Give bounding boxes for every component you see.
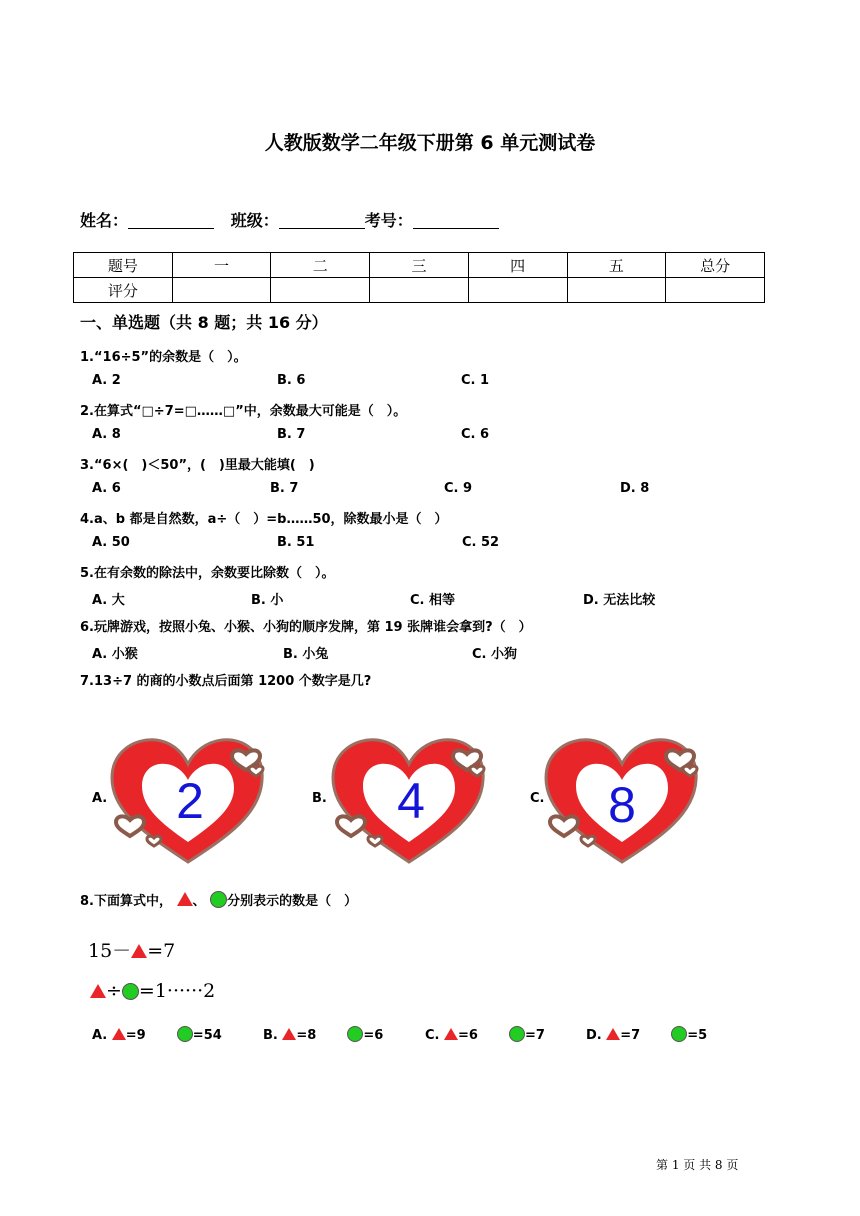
q8-option-d[interactable] <box>586 1026 707 1043</box>
q8-option-c-triangle-value: =6 <box>458 1028 478 1043</box>
score-row-label: 评分 <box>74 278 173 303</box>
header-cell: 题号 <box>74 253 173 278</box>
q5-option-c[interactable]: C. 相等 <box>410 593 456 608</box>
q8-option-c[interactable] <box>425 1026 545 1043</box>
question-1: 1.“16÷5”的余数是（ ）。 <box>80 350 247 365</box>
q5-option-b[interactable]: B. 小 <box>251 593 284 608</box>
q8-option-a-triangle-value: =9 <box>125 1028 146 1043</box>
q7-option-a-label[interactable]: A. <box>92 791 108 806</box>
q8-option-d-circle-value: =5 <box>687 1028 708 1043</box>
triangle-icon <box>606 1028 620 1040</box>
class-field[interactable] <box>279 212 365 229</box>
score-cell[interactable] <box>567 278 666 303</box>
q3-option-a[interactable]: A. 6 <box>92 481 121 496</box>
triangle-icon <box>112 1028 126 1040</box>
header-cell: 五 <box>567 253 666 278</box>
circle-icon <box>210 891 227 908</box>
q4-option-b[interactable]: B. 51 <box>277 535 315 550</box>
q8-option-b[interactable] <box>263 1026 383 1043</box>
q1-option-a[interactable]: A. 2 <box>92 373 121 388</box>
question-5: 5.在有余数的除法中，余数要比除数（ ）。 <box>80 566 335 581</box>
header-cell: 一 <box>172 253 271 278</box>
question-7: 7.13÷7 的商的小数点后面第 1200 个数字是几? <box>80 674 372 689</box>
triangle-icon <box>444 1028 458 1040</box>
section-header: 一、单选题（共 8 题；共 16 分） <box>80 313 328 332</box>
class-label: 班级： <box>230 211 279 230</box>
q8-option-b-label: B. <box>263 1028 278 1043</box>
q6-option-b[interactable]: B. 小兔 <box>283 647 329 662</box>
q8-option-d-label: D. <box>586 1028 602 1043</box>
header-cell: 总分 <box>666 253 765 278</box>
q3-option-d[interactable]: D. 8 <box>620 481 650 496</box>
triangle-icon <box>177 892 193 906</box>
q7-option-b-label[interactable]: B. <box>312 791 327 806</box>
q8-option-d-triangle-value: =7 <box>620 1028 641 1043</box>
header-cell: 二 <box>271 253 370 278</box>
score-table <box>73 252 765 303</box>
eq2-mid: ÷ <box>106 980 122 1002</box>
q7-option-c-label[interactable]: C. <box>530 791 545 806</box>
q8-option-c-circle-value: =7 <box>525 1028 545 1043</box>
q4-option-c[interactable]: C. 52 <box>462 535 500 550</box>
q8-suffix: 分别表示的数是（ ） <box>227 894 358 909</box>
page-footer: 第 1 页 共 8 页 <box>656 1158 739 1172</box>
q8-option-a-label: A. <box>92 1028 108 1043</box>
q4-option-a[interactable]: A. 50 <box>92 535 130 550</box>
q7-option-b-digit: 4 <box>397 773 425 829</box>
q1-option-c[interactable]: C. 1 <box>461 373 490 388</box>
q7-option-c-digit: 8 <box>608 777 636 833</box>
eq1-right: =7 <box>147 940 176 962</box>
q7-option-b-heart[interactable] <box>327 734 487 868</box>
q8-option-a[interactable] <box>92 1026 222 1043</box>
circle-icon <box>122 983 139 1000</box>
score-table-header-row <box>74 253 765 278</box>
q8-prefix: 8.下面算式中， <box>80 894 172 909</box>
circle-icon <box>177 1026 193 1042</box>
q7-option-a-heart[interactable] <box>106 734 266 868</box>
circle-icon <box>347 1026 363 1042</box>
score-cell[interactable] <box>468 278 567 303</box>
q1-option-b[interactable]: B. 6 <box>277 373 306 388</box>
score-cell[interactable] <box>370 278 469 303</box>
q2-option-a[interactable]: A. 8 <box>92 427 121 442</box>
exam-no-label: 考号： <box>364 211 413 230</box>
triangle-icon <box>90 984 106 998</box>
eq1-left: 15－ <box>88 940 132 962</box>
equation-2 <box>90 980 215 1002</box>
q2-option-b[interactable]: B. 7 <box>277 427 306 442</box>
q7-option-a-digit: 2 <box>176 773 204 829</box>
circle-icon <box>671 1026 687 1042</box>
q8-option-c-label: C. <box>425 1028 440 1043</box>
q5-option-d[interactable]: D. 无法比较 <box>583 593 656 608</box>
score-cell[interactable] <box>172 278 271 303</box>
q8-option-b-triangle-value: =8 <box>296 1028 317 1043</box>
triangle-icon <box>131 944 147 958</box>
score-table-score-row <box>74 278 765 303</box>
q7-option-c-heart[interactable] <box>540 734 700 868</box>
q5-option-a[interactable]: A. 大 <box>92 593 125 608</box>
triangle-icon <box>282 1028 296 1040</box>
header-cell: 四 <box>468 253 567 278</box>
exam-no-field[interactable] <box>413 212 499 229</box>
question-6: 6.玩牌游戏，按照小兔、小猴、小狗的顺序发牌，第 19 张牌谁会拿到?（ ） <box>80 620 532 635</box>
q8-option-b-circle-value: =6 <box>363 1028 384 1043</box>
name-field[interactable] <box>128 212 214 229</box>
question-3: 3.“6×( )＜50”，( )里最大能填( ) <box>80 458 315 473</box>
score-cell[interactable] <box>666 278 765 303</box>
q8-sep: 、 <box>192 894 206 909</box>
q3-option-c[interactable]: C. 9 <box>444 481 473 496</box>
q6-option-a[interactable]: A. 小猴 <box>92 647 138 662</box>
question-4: 4.a、b 都是自然数，a÷（ ）=b……50，除数最小是（ ） <box>80 512 448 527</box>
page-title: 人教版数学二年级下册第 6 单元测试卷 <box>264 132 596 154</box>
q3-option-b[interactable]: B. 7 <box>270 481 299 496</box>
q2-option-c[interactable]: C. 6 <box>461 427 490 442</box>
q8-option-a-circle-value: =54 <box>192 1028 222 1043</box>
name-label: 姓名： <box>80 211 129 230</box>
question-2: 2.在算式“□÷7=□……□”中，余数最大可能是（ ）。 <box>80 404 407 419</box>
eq2-right: =1······2 <box>138 980 216 1002</box>
q6-option-c[interactable]: C. 小狗 <box>472 647 518 662</box>
circle-icon <box>509 1026 525 1042</box>
score-cell[interactable] <box>271 278 370 303</box>
question-8 <box>80 890 357 909</box>
student-info <box>80 208 499 231</box>
equation-1 <box>88 936 175 963</box>
header-cell: 三 <box>370 253 469 278</box>
